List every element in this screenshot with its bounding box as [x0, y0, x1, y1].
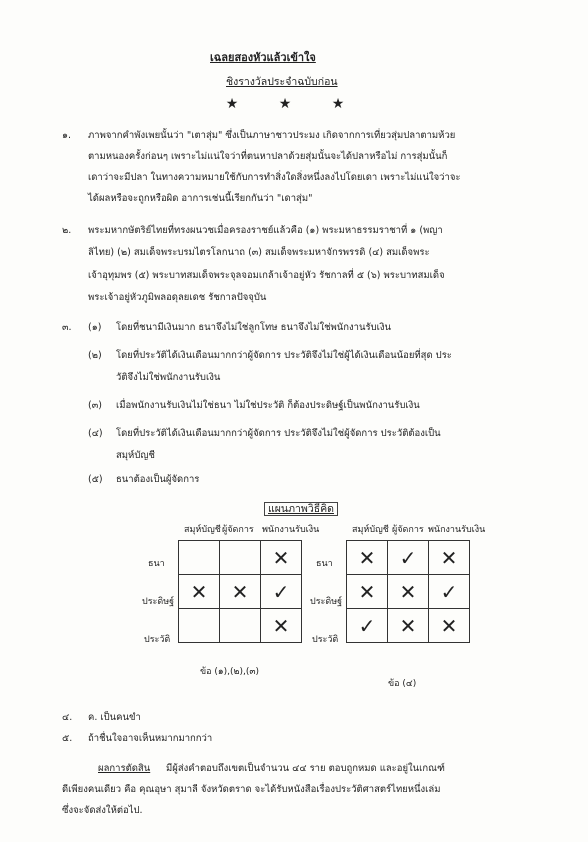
answer-2-line: ลิไทย) (๒) สมเด็จพระบรมไตรโลกนาถ (๓) สมเด็จพระมหาจักรพรรดิ (๔) สมเด็จพระ: [88, 247, 430, 258]
answer-1-number: ๑.: [62, 130, 72, 141]
grid-cell: ✓: [261, 575, 302, 609]
answer-3-item-number: (๒): [88, 350, 102, 361]
answer-4-number: ๔.: [62, 712, 73, 723]
left-grid-col-header: สมุห์บัญชี: [184, 525, 221, 535]
answer-3-item-number: (๓): [88, 400, 102, 411]
grid-cell: ✓: [429, 575, 470, 609]
answer-2-line: พระมหากษัตริย์ไทยที่ทรงผนวชเมื่อครองราชย์แล้วคือ (๑) พระมหาธรรมราชาที่ ๑ (พญา: [88, 225, 443, 236]
answer-3-item-line: เมื่อพนักงานรับเงินไม่ใช่ธนา ไม่ใช่ประวัติ ก็ต้องประดิษฐ์เป็นพนักงานรับเงิน: [116, 400, 420, 411]
answer-3-item-line: โดยที่ชนามีเงินมาก ธนาจึงไม่ใช่ลูกโทษ ธนาจึงไม่ใช่พนักงานรับเงิน: [116, 322, 392, 333]
answer-4-text: ค. เป็นคนขำ: [88, 712, 141, 723]
grid-cell: ✕: [429, 609, 470, 643]
answer-1-line: เดาว่าจะมีปลา ในทางความหมายใช้กับการทำสิ่งใดสิ่งหนึ่งลงไปโดยเดา เพราะไม่แน่ใจว่าจะ: [88, 172, 461, 183]
grid-cell: ✕: [388, 609, 429, 643]
answer-3-item-line: สมุห์บัญชี: [116, 450, 155, 461]
answer-5-text: ถ้าชื่นใจอาจเห็นหมากมากกว่า: [88, 733, 213, 744]
left-grid-row-header: ประดิษฐ์: [142, 597, 175, 607]
grid-cell: ✕: [261, 609, 302, 643]
results-line: ซึ่งจะจัดส่งให้ต่อไป.: [62, 805, 143, 816]
right-grid-col-header: สมุห์บัญชี: [352, 525, 389, 535]
right-grid-col-header: พนักงานรับเงิน: [428, 525, 486, 535]
results-line: มีผู้ส่งคำตอบถึงเขตเป็นจำนวน ๔๔ ราย ตอบถูกหมด และอยู่ในเกณฑ์: [166, 763, 445, 774]
left-grid-col-header: พนักงานรับเงิน: [262, 525, 320, 535]
answer-3-number: ๓.: [62, 322, 72, 333]
right-grid-row-header: ประดิษฐ์: [310, 597, 343, 607]
answer-3-item-line: โดยที่ประวัติได้เงินเดือนมากกว่าผู้จัดการ ประวัติจึงไม่ใช่ผู้ได้เงินเดือนน้อยที่สุด ประ: [116, 350, 452, 361]
answer-2-line: พระเจ้าอยู่หัวภูมิพลอดุลยเดช รัชกาลปัจจุบัน: [88, 292, 267, 303]
left-logic-grid: [178, 540, 302, 643]
grid-cell: [179, 609, 220, 643]
left-grid-caption: ข้อ (๑),(๒),(๓): [200, 667, 260, 677]
answer-3-item-line: วัติจึงไม่ใช่พนักงานรับเงิน: [116, 372, 221, 383]
right-grid-caption: ข้อ (๔): [388, 679, 417, 689]
answer-5-number: ๕.: [62, 733, 73, 744]
diagram-title: แผนภาพวิธีคิด: [264, 502, 338, 516]
left-grid-row-header: ธนา: [148, 559, 165, 569]
answer-1-line: ตามหนองครั้งก่อนๆ เพราะไม่แน่ใจว่าที่ตนหาปลาด้วยสุ่มนั้นจะได้ปลาหรือไม่ การสุ่มนั้นก็: [88, 151, 448, 162]
grid-cell: [179, 541, 220, 575]
grid-cell: ✓: [388, 541, 429, 575]
right-logic-grid: [346, 540, 470, 643]
answer-3-item-line: ธนาต้องเป็นผู้จัดการ: [116, 474, 200, 485]
grid-cell: ✕: [179, 575, 220, 609]
grid-cell: [220, 609, 261, 643]
answer-1-line: ภาพจากคำพังเพยนั้นว่า "เตาสุ่ม" ซึ่งเป็นภาษาชาวประมง เกิดจากการเที่ยวสุ่มปลาตามห้วย: [88, 130, 456, 141]
grid-cell: ✓: [347, 609, 388, 643]
grid-cell: ✕: [347, 541, 388, 575]
grid-cell: ✕: [347, 575, 388, 609]
answer-2-number: ๒.: [62, 225, 72, 236]
right-grid-row-header: ประวัติ: [312, 635, 339, 645]
answer-3-item-number: (๑): [88, 322, 102, 333]
answer-1-line: ได้ผลหรือจะถูกหรือผิด อาการเช่นนี้เรียกกันว่า "เดาสุ่ม": [88, 193, 313, 204]
left-grid-row-header: ประวัติ: [144, 635, 171, 645]
grid-cell: [220, 541, 261, 575]
stars-ornament: ★ ★ ★: [225, 96, 363, 112]
answer-3-item-number: (๔): [88, 428, 103, 439]
answer-2-line: เจ้าอุทุมพร (๕) พระบาทสมเด็จพระจุลจอมเกล้าเจ้าอยู่หัว รัชกาลที่ ๕ (๖) พระบาทสมเด็จ: [88, 270, 445, 281]
results-line: ดีเพียงคนเดียว คือ คุณอุษา สุมาลี จังหวัดตราด จะได้รับหนังสือเรื่องประวัติศาสตร์ไทยหนึ่งเล่ม: [62, 784, 441, 795]
right-grid-row-header: ธนา: [316, 559, 333, 569]
answer-3-item-line: โดยที่ประวัติได้เงินเดือนมากกว่าผู้จัดการ ประวัติจึงไม่ใช่ผู้จัดการ ประวัติต้องเป็น: [116, 428, 441, 439]
answer-3-item-number: (๕): [88, 474, 103, 485]
right-grid-col-header: ผู้จัดการ: [392, 525, 424, 535]
grid-cell: ✕: [429, 541, 470, 575]
page-subtitle: ชิงรางวัลประจำฉบับก่อน: [226, 76, 338, 88]
results-label: ผลการตัดสิน: [98, 763, 151, 774]
grid-cell: ✕: [220, 575, 261, 609]
grid-cell: ✕: [388, 575, 429, 609]
left-grid-col-header: ผู้จัดการ: [222, 525, 254, 535]
grid-cell: ✕: [261, 541, 302, 575]
page-title: เฉลยสองหัวแล้วเข้าใจ: [210, 51, 316, 64]
